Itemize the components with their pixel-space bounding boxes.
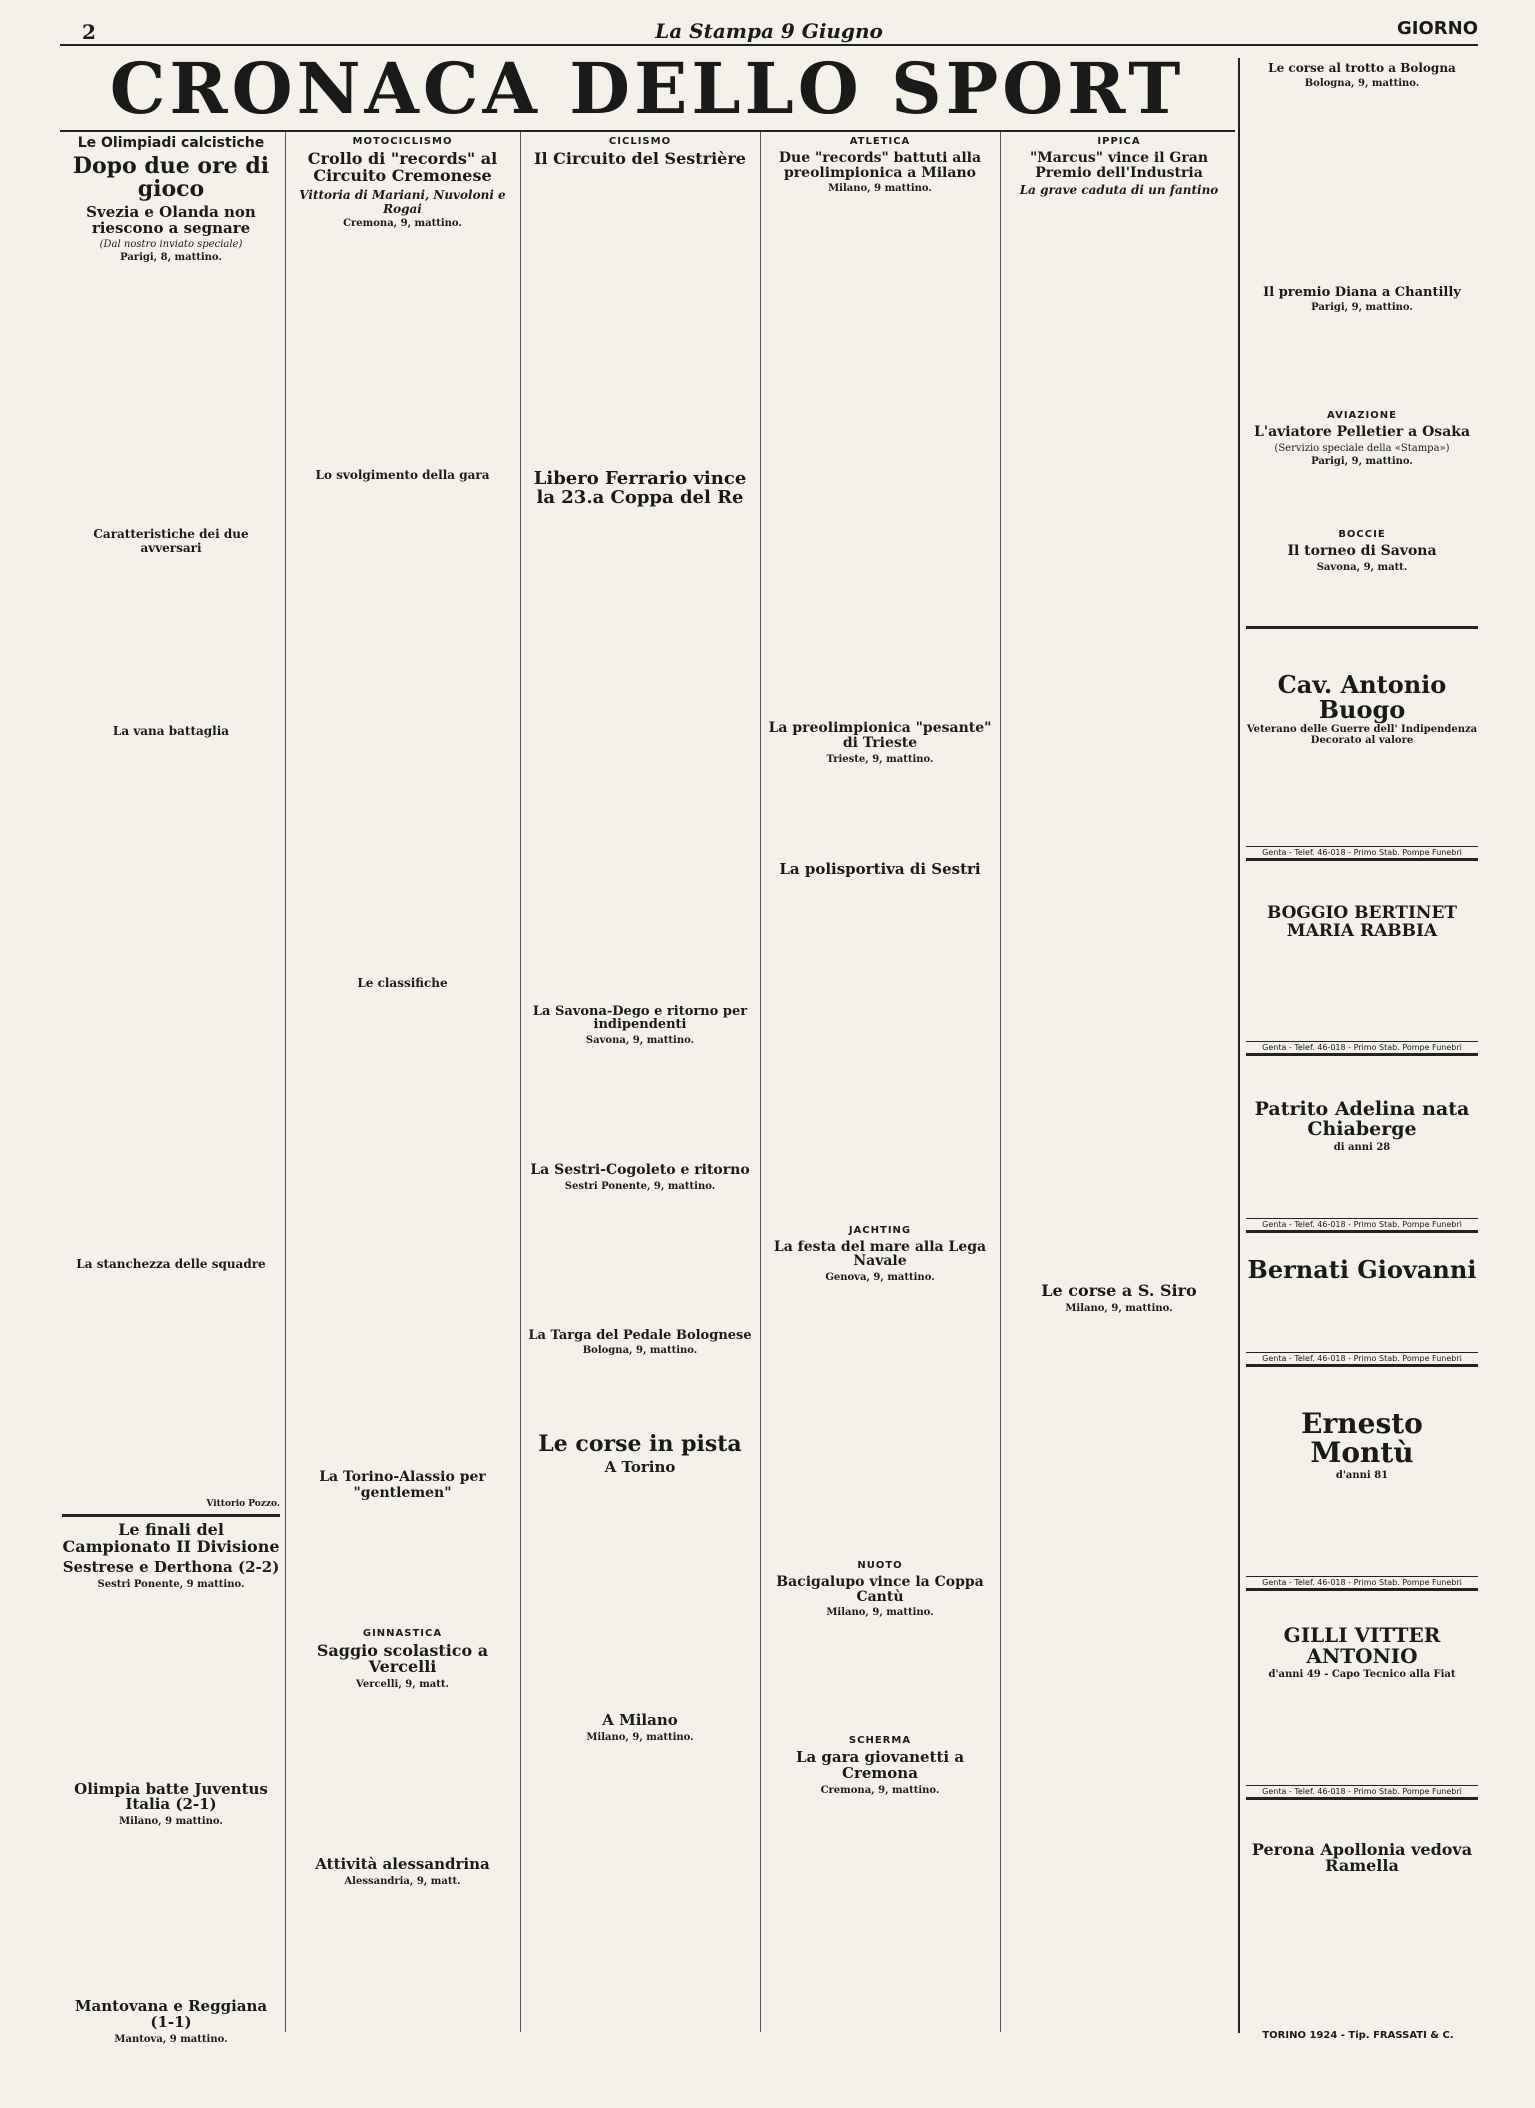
calcio-dateline3: Milano, 9 mattino. bbox=[119, 1816, 223, 1828]
atletica-dateline: Milano, 9 mattino. bbox=[828, 183, 932, 195]
section-rule bbox=[62, 1514, 280, 1517]
atletica-title4: La festa del mare alla Lega Navale bbox=[773, 1238, 987, 1270]
obituary-name: GILLI VITTER ANTONIO bbox=[1283, 1622, 1441, 1668]
ciclismo-dateline4: Sestri Ponente, 9, mattino. bbox=[564, 1180, 716, 1192]
obituary-text bbox=[1246, 1373, 1478, 1403]
funeral-notice: Genta - Telef. 46-018 - Primo Stab. Pompe Funebri bbox=[1246, 1218, 1478, 1233]
atletica-title5: Bacigalupo vince la Coppa Cantù bbox=[776, 1573, 984, 1605]
column-calcio bbox=[62, 132, 280, 2045]
moto-title2: Saggio scolastico a Vercelli bbox=[316, 1640, 489, 1677]
calcio-sub2: La vana battaglia bbox=[112, 724, 230, 739]
article-text bbox=[525, 1195, 755, 1325]
moto-dateline3: Alessandria, 9, matt. bbox=[344, 1875, 461, 1887]
obituary-text bbox=[1246, 1062, 1478, 1094]
calcio-title2: Le finali del Campionato II Divisione bbox=[62, 1520, 280, 1557]
bocce-dateline: Savona, 9, matt. bbox=[1316, 561, 1408, 573]
moto-sec2: GINNASTICA bbox=[362, 1627, 443, 1639]
calcio-signature: Vittorio Pozzo. bbox=[206, 1499, 280, 1510]
column-ippica bbox=[1005, 132, 1233, 2032]
article-text bbox=[765, 768, 995, 858]
ciclismo-title4: La Sestri-Cogoleto e ritorno bbox=[530, 1161, 750, 1178]
calcio-kicker: Le Olimpiadi calcistiche bbox=[77, 135, 265, 151]
article-text bbox=[765, 1621, 995, 1731]
ciclismo-title6: Le corse in pista bbox=[538, 1431, 742, 1458]
article-text bbox=[525, 171, 755, 466]
calcio-title4: Mantovana e Reggiana (1-1) bbox=[74, 1997, 268, 2031]
ciclismo-dateline7: Milano, 9, mattino. bbox=[586, 1731, 694, 1743]
atletica-title6: La gara giovanetti a Cremona bbox=[795, 1748, 965, 1782]
column-atletica bbox=[765, 132, 995, 2032]
atletica-dateline4: Genova, 9, mattino. bbox=[825, 1271, 935, 1283]
obituary-text bbox=[1246, 1877, 1478, 1907]
obituary-text bbox=[1246, 748, 1478, 843]
column-moto bbox=[290, 132, 515, 2032]
obituary-subtitle: Veterano delle Guerre dell' Indipendenza Decorato al valore bbox=[1246, 723, 1478, 746]
atletica-dateline5: Milano, 9, mattino. bbox=[826, 1607, 934, 1619]
calcio-dateline2: Sestri Ponente, 9 mattino. bbox=[97, 1578, 245, 1590]
obituary-text bbox=[1246, 1284, 1478, 1349]
obituary-text bbox=[1246, 634, 1478, 666]
atletica-dateline6: Cremona, 9, mattino. bbox=[820, 1784, 940, 1796]
diana-dateline: Parigi, 9, mattino. bbox=[1311, 302, 1413, 314]
ciclismo-dateline5: Bologna, 9, mattino. bbox=[582, 1345, 698, 1357]
article-text bbox=[765, 881, 995, 1221]
printer-footer: TORINO 1924 - Tip. FRASSATI & C. bbox=[1262, 2030, 1454, 2041]
column-right bbox=[1238, 58, 1478, 2033]
obituary-name: Perona Apollonia vedova Ramella bbox=[1251, 1839, 1473, 1876]
article-text bbox=[290, 993, 515, 1463]
obituary-age: d'anni 81 bbox=[1335, 1469, 1389, 1481]
funeral-notice: Genta - Telef. 46-018 - Primo Stab. Pompe Funebri bbox=[1246, 1352, 1478, 1367]
atletica-dateline2: Trieste, 9, mattino. bbox=[826, 753, 934, 765]
article-text bbox=[62, 2048, 280, 2108]
aviazione-title: L'aviatore Pelletier a Osaka bbox=[1253, 424, 1471, 441]
calcio-sub3: La stanchezza delle squadre bbox=[76, 1257, 266, 1272]
funeral-notice: Genta - Telef. 46-018 - Primo Stab. Pompe Funebri bbox=[1246, 846, 1478, 861]
ciclismo-kicker: CICLISMO bbox=[608, 136, 672, 147]
article-text bbox=[525, 511, 755, 1001]
section-rule bbox=[1246, 626, 1478, 629]
aviazione-dateline: Parigi, 9, mattino. bbox=[1311, 455, 1413, 467]
ciclismo-title5: La Targa del Pedale Bolognese bbox=[528, 1327, 752, 1343]
calcio-title3: Olimpia batte Juventus Italia (2-1) bbox=[74, 1779, 268, 1814]
calcio-sub1: Caratteristiche dei due avversari bbox=[93, 527, 249, 556]
article-text bbox=[525, 1746, 755, 1946]
obituary-text bbox=[1246, 1806, 1478, 1836]
article-text bbox=[62, 741, 280, 1251]
newspaper-title: La Stampa 9 Giugno bbox=[655, 19, 883, 43]
article-text bbox=[1246, 316, 1478, 406]
ippica-kicker: IPPICA bbox=[1097, 136, 1141, 147]
article-text bbox=[525, 1049, 755, 1159]
moto-kicker: MOTOCICLISMO bbox=[352, 136, 453, 147]
obituary-name: Cav. Antonio Buogo bbox=[1277, 669, 1447, 724]
obituary-text bbox=[1246, 1155, 1478, 1215]
article-text bbox=[765, 1286, 995, 1556]
article-text bbox=[290, 1693, 515, 1853]
article-text bbox=[62, 266, 280, 521]
article-text bbox=[62, 558, 280, 718]
atletica-title2: La preolimpionica "pesante" di Trieste bbox=[768, 720, 992, 752]
page-number: 2 bbox=[82, 20, 96, 44]
obituary-name: Ernesto Montù bbox=[1301, 1406, 1423, 1470]
ciclismo-dateline3: Savona, 9, mattino. bbox=[585, 1034, 695, 1046]
calcio-dateline4: Mantova, 9 mattino. bbox=[114, 2033, 228, 2045]
column-divider bbox=[760, 132, 761, 2032]
article-text bbox=[765, 1799, 995, 1949]
ippica-title: "Marcus" vince il Gran Premio dell'Industria bbox=[1029, 150, 1209, 181]
atletica-sec5: NUOTO bbox=[857, 1559, 903, 1571]
article-text bbox=[765, 197, 995, 717]
masthead bbox=[60, 18, 1478, 46]
ippica-subtitle: La grave caduta di un fantino bbox=[1019, 183, 1219, 198]
obituary-text bbox=[1246, 1682, 1478, 1782]
aviazione-kicker: AVIAZIONE bbox=[1327, 410, 1397, 422]
obituary-text bbox=[1246, 867, 1478, 899]
obituary-age: di anni 28 bbox=[1333, 1141, 1391, 1153]
ippica-dateline2: Milano, 9, mattino. bbox=[1065, 1303, 1173, 1315]
calcio-dateline: Parigi, 8, mattino. bbox=[120, 252, 222, 264]
article-text bbox=[1246, 92, 1478, 282]
ciclismo-title2: Libero Ferrario vince la 23.a Coppa del Re bbox=[533, 467, 747, 508]
page-headline: CRONACA DELLO SPORT bbox=[109, 47, 1185, 130]
article-text bbox=[62, 1593, 280, 1778]
atletica-kicker: ATLETICA bbox=[849, 136, 911, 147]
trotto-title: Le corse al trotto a Bologna bbox=[1268, 61, 1456, 75]
column-divider bbox=[1000, 132, 1001, 2032]
atletica-title3: La polisportiva di Sestri bbox=[779, 859, 981, 878]
aviazione-note: (Servizio speciale della «Stampa») bbox=[1274, 442, 1450, 454]
column-divider bbox=[285, 132, 286, 2032]
ciclismo-title: Il Circuito del Sestrière bbox=[534, 149, 746, 168]
ciclismo-subtitle6: A Torino bbox=[604, 1458, 676, 1477]
calcio-byline: (Dal nostro inviato speciale) bbox=[99, 239, 243, 251]
article-text bbox=[1005, 199, 1233, 1279]
article-text bbox=[290, 232, 515, 462]
ciclismo-subtitle7: A Milano bbox=[602, 1711, 678, 1730]
article-text bbox=[290, 1504, 515, 1624]
funeral-notice: Genta - Telef. 46-018 - Primo Stab. Pompe Funebri bbox=[1246, 1041, 1478, 1056]
trotto-dateline: Bologna, 9, mattino. bbox=[1304, 77, 1420, 89]
obituary-name: Patrito Adelina nata Chiaberge bbox=[1254, 1097, 1470, 1140]
ippica-title2: Le corse a S. Siro bbox=[1041, 1281, 1197, 1301]
bocce-title: Il torneo di Savona bbox=[1287, 542, 1437, 559]
column-ciclismo bbox=[525, 132, 755, 2032]
atletica-sec6: SCHERMA bbox=[848, 1735, 912, 1747]
obituary-age: d'anni 49 - Capo Tecnico alla Fiat bbox=[1268, 1668, 1456, 1680]
calcio-subtitle2: Sestrese e Derthona (2-2) bbox=[62, 1557, 280, 1576]
article-text bbox=[62, 1274, 280, 1499]
moto-subtitle: Vittoria di Mariani, Nuvoloni e Rogai bbox=[299, 187, 506, 216]
obituary-text bbox=[1246, 943, 1478, 1038]
moto-sub3: La Torino-Alassio per "gentlemen" bbox=[319, 1468, 486, 1501]
article-text bbox=[525, 1359, 755, 1429]
article-text bbox=[525, 1479, 755, 1709]
column-divider bbox=[520, 132, 521, 2032]
calcio-title: Dopo due ore di gioco bbox=[72, 152, 270, 202]
obituary-text bbox=[1246, 1597, 1478, 1619]
article-text bbox=[290, 1890, 515, 1950]
moto-dateline: Cremona, 9, mattino. bbox=[343, 217, 462, 229]
moto-title: Crollo di "records" al Circuito Cremonese bbox=[307, 149, 498, 185]
moto-dateline2: Vercelli, 9, matt. bbox=[356, 1679, 449, 1691]
article-text bbox=[62, 1830, 280, 1995]
moto-sub1: Lo svolgimento della gara bbox=[315, 467, 490, 482]
moto-sub2: Le classifiche bbox=[357, 975, 448, 990]
calcio-subtitle: Svezia e Olanda non riescono a segnare bbox=[86, 202, 256, 237]
corner-label: GIORNO bbox=[1397, 18, 1478, 39]
funeral-notice: Genta - Telef. 46-018 - Primo Stab. Pompe Funebri bbox=[1246, 1785, 1478, 1800]
bocce-kicker: BOCCIE bbox=[1338, 528, 1386, 540]
ciclismo-title3: La Savona-Dego e ritorno per indipendenti bbox=[532, 1003, 748, 1033]
obituary-text bbox=[1246, 1483, 1478, 1573]
article-text bbox=[1246, 470, 1478, 525]
obituary-name: Bernati Giovanni bbox=[1247, 1254, 1477, 1284]
atletica-title: Due "records" battuti alla preolimpionica a Milano bbox=[778, 150, 982, 181]
atletica-sec4: JACHTING bbox=[848, 1224, 912, 1236]
obituary-text bbox=[1246, 1239, 1478, 1251]
moto-title3: Attività alessandrina bbox=[315, 1855, 490, 1874]
funeral-notice: Genta - Telef. 46-018 - Primo Stab. Pompe Funebri bbox=[1246, 1576, 1478, 1591]
article-text bbox=[290, 485, 515, 970]
article-text bbox=[1246, 576, 1478, 621]
diana-title: Il premio Diana a Chantilly bbox=[1263, 284, 1461, 300]
article-text bbox=[1005, 1317, 1233, 1917]
obituary-name: BOGGIO BERTINET MARIA RABBIA bbox=[1266, 902, 1458, 941]
